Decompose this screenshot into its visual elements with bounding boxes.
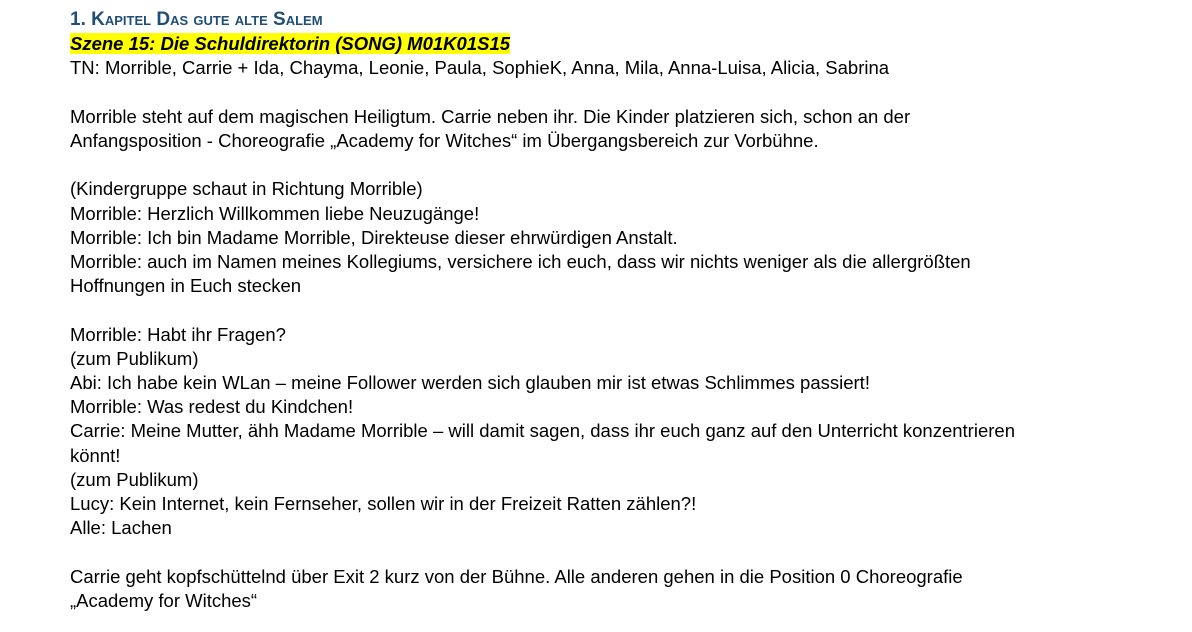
text-line: (zum Publikum) <box>70 347 199 369</box>
text-line: Morrible: Herzlich Willkommen liebe Neuzugänge! <box>70 202 480 224</box>
paragraph-exit-direction <box>70 565 1160 613</box>
document-page <box>70 8 1160 613</box>
text-line: Morrible: Habt ihr Fragen? <box>70 323 286 345</box>
blank-line <box>70 153 1160 177</box>
paragraph-dialogue-questions <box>70 323 1160 541</box>
participants-line: TN: Morrible, Carrie + Ida, Chayma, Leonie, Paula, SophieK, Anna, Mila, Anna-Luisa, Alicia, Sabrina <box>70 57 890 79</box>
text-line: könnt! <box>70 444 121 466</box>
paragraph-stage-direction <box>70 105 1160 153</box>
text-line: Anfangsposition - Choreografie „Academy for Witches“ im Übergangsbereich zur Vorbühne. <box>70 130 819 151</box>
text-line: Abi: Ich habe kein WLan – meine Follower werden sich glauben mir ist etwas Schlimmes passiert! <box>70 372 870 393</box>
text-line: Carrie: Meine Mutter, ähh Madame Morrible – will damit sagen, dass ihr euch ganz auf den Unterricht konzentrieren <box>70 420 1015 442</box>
text-line: Morrible: Was redest du Kindchen! <box>70 396 354 418</box>
text-line: Carrie geht kopfschüttelnd über Exit 2 kurz von der Bühne. Alle anderen gehen in die Position 0 Choreografie <box>70 565 963 587</box>
blank-line <box>70 540 1160 564</box>
scene-highlight: Szene 15: Die Schuldirektorin (SONG) M01K01S15 <box>70 33 511 55</box>
text-line: Morrible steht auf dem magischen Heiligtum. Carrie neben ihr. Die Kinder platzieren sich, schon an der <box>70 105 911 127</box>
blank-line <box>70 298 1160 322</box>
text-line: Morrible: auch im Namen meines Kollegiums, versichere ich euch, dass wir nichts weniger als die allergrößten <box>70 251 971 272</box>
text-line: Morrible: Ich bin Madame Morrible, Direkteuse dieser ehrwürdigen Anstalt. <box>70 226 678 248</box>
scene-heading <box>70 32 1160 56</box>
paragraph-dialogue-welcome <box>70 177 1160 298</box>
blank-line <box>70 81 1160 105</box>
text-line: Lucy: Kein Internet, kein Fernseher, sollen wir in der Freizeit Ratten zählen?! <box>70 493 697 515</box>
text-line: „Academy for Witches“ <box>70 589 258 611</box>
text-line: Alle: Lachen <box>70 517 172 539</box>
text-line: (zum Publikum) <box>70 468 199 490</box>
text-line: (Kindergruppe schaut in Richtung Morrible) <box>70 178 423 200</box>
chapter-heading: 1. Kapitel Das gute alte Salem <box>70 9 323 30</box>
text-line: Hoffnungen in Euch stecken <box>70 275 302 297</box>
